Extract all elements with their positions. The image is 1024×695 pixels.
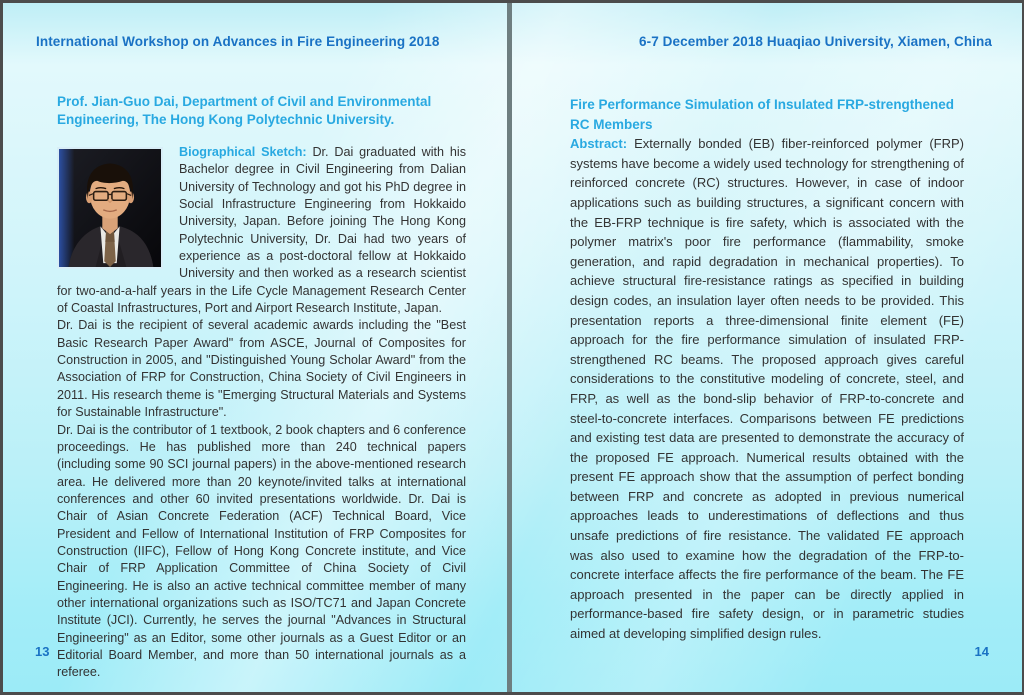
booklet-spread <box>3 3 1022 692</box>
abstract-label: Abstract: <box>570 136 628 152</box>
left-running-header: International Workshop on Advances in Fire Engineering 2018 <box>36 34 440 49</box>
bio-paragraph-3: Dr. Dai is the contributor of 1 textbook, 2 book chapters and 6 conference proceedings. He has published more than 240 technical papers (including some 90 SCI journal papers) in the above-mentioned research area. He delivered more than 20 keynote/invited talks at international conferences and other 60 invited presentations worldwide. Dr. Dai is Chair of Asian Concrete Federation (ACF) Technical Board, Vice President and Fellow of International Institution of FRP Composites for Construction (IIFC), Fellow of Hong Kong Concrete institute, and Vice Chair of FRP Application Committee of China Society of Civil Engineering. He is also an active technical committee member of many other international organizations such as ISO/TC71 and Japan Concrete Institute (JCI). Currently, he serves the journal "Advances in Structural Engineering" as an Editor, some other journals as a Guest Editor or an Editorial Board Member, and more than 50 international journals as a referee. <box>57 422 466 680</box>
biographical-sketch <box>57 144 466 682</box>
bio-paragraph-2: Dr. Dai is the recipient of several academic awards including the "Best Basic Research Paper Award" from ASCE, Journal of Composites for Construction in 2005, and "Distinguished Young Scholar Award" from the Association of FRP for Construction, China Society of Civil Engineers in 2011. His research theme is "Emerging Structural Materials and Systems for Sustainable Infrastructure". <box>57 318 466 420</box>
right-running-header: 6-7 December 2018 Huaqiao University, Xiamen, China <box>639 34 992 49</box>
speaker-title: Prof. Jian-Guo Dai, Department of Civil and Environmental Engineering, The Hong Kong Polytechnic University. <box>57 94 432 127</box>
page-number-13: 13 <box>35 644 50 659</box>
right-page-content <box>570 95 964 644</box>
bio-label: Biographical Sketch: <box>179 145 307 159</box>
page-number-14: 14 <box>974 644 989 659</box>
abstract-text: Externally bonded (EB) fiber-reinforced polymer (FRP) systems have become a widely used technology for strengthening of reinforced concrete (RC) structures. However, in case of indoor applications such as building structures, a significant concern with the EB-FRP technique is fire safety, which is associated with the polymer matrix's poor fire performance (flammability, smoke generation, and rapid degradation in mechanical properties). To achieve structural fire-resistance ratings as specified in building design codes, an insulation layer often needs to be provided. This presentation reports a three-dimensional finite element (FE) approach for the fire performance simulation of insulated FRP-strengthened RC beams. The proposed approach gives careful considerations to the constitutive modeling of concrete, steel, and FRP, as well as the bond-slip behavior of FRP-to-concrete and steel-to-concrete interfaces. Comparisons between FE predictions and existing test data are presented to demonstrate the accuracy of the proposed FE approach. Numerical results obtained with the present FE approach show that the assumption of perfect bonding between FRP and concrete as adopted in previous numerical approaches leads to underestimations of deflections and thus unsafe predictions of fire resistance. The validated FE approach was also used to examine how the degradation of the FRP-to-concrete interface affects the fire performance of the beam. The FE approach presented in the paper can be directly applied in performance-based fire safety design, or in parametric studies aimed at developing simplified design rules. <box>570 136 964 642</box>
page-14 <box>512 3 1022 692</box>
professor-photo-graphic <box>59 149 161 267</box>
professor-photo <box>57 147 163 269</box>
left-page-content <box>57 93 466 682</box>
page-gutter-divider <box>507 3 512 692</box>
page-13 <box>3 3 507 692</box>
bio-text-1: Dr. Dai graduated with his Bachelor degree in Civil Engineering from Dalian University of Technology and got his PhD degree in Social Infrastructure Engineering from Hokkaido University, Japan. Before joining The Hong Kong Polytechnic University, Dr. Dai had two years of experience as a post-doctoral fellow at Hokkaido University and then worked as a research scientist for two-and-a-half years in the Life Cycle Management Research Center of Coastal Infrastructures, Port and Airport Research Institute, Japan. <box>57 145 466 316</box>
abstract-paragraph <box>570 134 964 643</box>
abstract-block <box>570 134 964 643</box>
talk-title: Fire Performance Simulation of Insulated FRP-strengthened RC Members <box>570 97 955 132</box>
